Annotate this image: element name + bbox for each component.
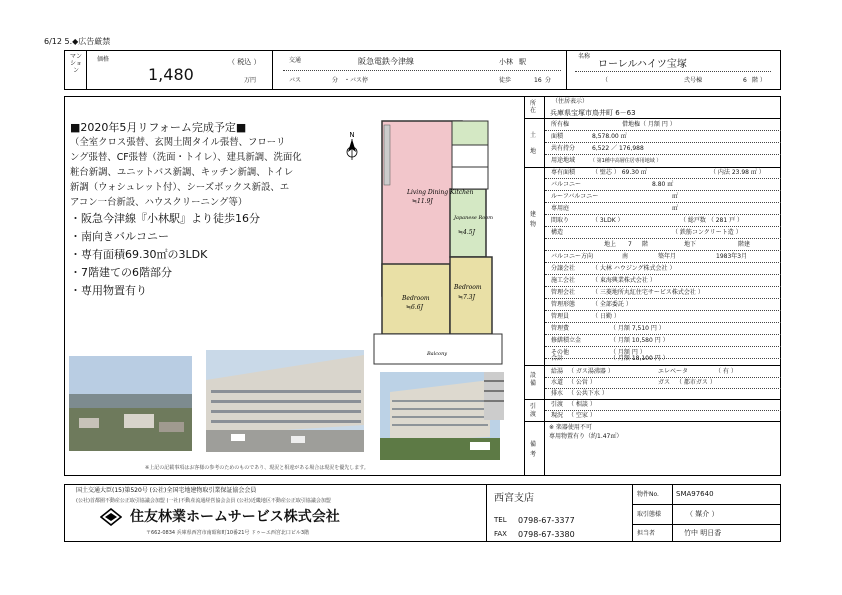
station-suffix: 駅: [519, 58, 526, 66]
balcony-value: 8.80 ㎡: [652, 181, 674, 188]
private-value: ㎡: [672, 205, 679, 212]
facility-label: 設備: [530, 372, 537, 387]
handover-value: （ 相談 ）: [568, 401, 596, 408]
building-floor-unit: 階 ）: [752, 77, 766, 84]
staff-name-label: 担当者: [637, 530, 656, 537]
floors-below-label: 地下: [684, 241, 697, 248]
bus-label: バス: [289, 77, 302, 84]
built-label: 築年月: [658, 253, 677, 260]
deal-type-label: 取引態様: [637, 511, 662, 518]
share-value: 6,522 ／ 176,988: [592, 145, 644, 152]
photo-view: [69, 356, 192, 451]
roof-value: ㎡: [672, 193, 679, 200]
other-fee-label: その他: [551, 349, 570, 356]
disclaimer: ※上記の記載事項はお客様の参考のためのものであり、現況と相違がある場合は現況を優先します。: [145, 465, 369, 471]
drain-label: 排水: [551, 390, 564, 397]
building-floor: 6: [743, 77, 747, 84]
structure-value: （ 鉄筋コンクリート造 ）: [672, 229, 742, 236]
seller-label: 分譲会社: [551, 265, 576, 272]
features-line: アコン一台新設、ハウスクリーニング等）: [70, 197, 248, 208]
features-title: ■2020年5月リフォーム完成予定■: [70, 121, 247, 134]
photo-parking: [206, 350, 364, 452]
staff-name: 竹中 明日香: [684, 529, 722, 537]
total-fee-label: 合計: [551, 355, 564, 362]
branch-name: 西宮支店: [494, 493, 534, 504]
floors-unit: 階: [642, 241, 649, 248]
exclusive-value: （ 壁芯 ） 69.30 ㎡: [592, 169, 647, 176]
location-label: 所在: [530, 100, 537, 114]
traffic-label: 交通: [289, 57, 302, 64]
tel-label: TEL: [494, 516, 507, 524]
features-line: （全室クロス張替、玄関土間タイル張替、フローリ: [70, 137, 286, 148]
area-label: 面積: [551, 133, 564, 140]
ownership-value: 借地権（ 月額 円 ）: [622, 121, 676, 128]
property-name: ローレルハイツ宝塚: [598, 59, 687, 70]
repair-label: 修繕積立金: [551, 337, 582, 344]
repair-value: （ 月額 10,580 円 ）: [610, 337, 669, 344]
structure-label: 構造: [551, 229, 564, 236]
bullet-item: ・南向きバルコニー: [70, 230, 169, 243]
hotwater-label: 給湯: [551, 368, 564, 375]
fax-label: FAX: [494, 530, 507, 538]
ownership-label: 所有権: [551, 121, 570, 128]
mgmt-type-label: 管理形態: [551, 301, 576, 308]
property-no-label: 物件No.: [637, 491, 659, 498]
total-units: （ 総戸数 （ 281 戸 ）: [680, 217, 743, 224]
name-label: 名称: [578, 53, 591, 60]
deal-type: （ 媒介 ）: [686, 510, 719, 518]
address: 兵庫県宝塚市鳥井町 6－63: [550, 109, 636, 117]
bullet-item: ・専用物置有り: [70, 284, 147, 297]
bullet-item: ・7階建ての6階部分: [70, 266, 172, 279]
price-label: 価格: [97, 56, 110, 63]
fee-label: 管理費: [551, 325, 570, 332]
photo-building-side: [484, 372, 504, 420]
features-line: 粧台新調、ユニットバス新調、キッチン新調、トイレ: [70, 167, 294, 178]
price-value: 1,480: [148, 65, 194, 84]
license-text: 国土交通大臣(15)第520号 (公社)全国宅地建物取引業保証協会会員: [76, 487, 257, 494]
zoning-value: （ 第1種中高層住居専用地域 ）: [590, 158, 662, 164]
layout-label: 間取り: [551, 217, 570, 224]
balcony-label: Balcony: [427, 351, 448, 357]
inner-area: （ 内法 23.98 ㎡ ）: [710, 169, 765, 176]
fee-value: （ 月額 7,510 円 ）: [610, 325, 665, 332]
staff-label: 管理員: [551, 313, 570, 320]
water-value: （ 公営 ）: [568, 379, 596, 386]
deal-label: 引渡: [530, 403, 537, 418]
direction-value: 南: [622, 253, 629, 260]
ldk-size: ≒11.9J: [412, 198, 433, 205]
company-address: 〒662-0834 兵庫県西宮市南昭和町10番21号 ドゥーエ西宮北口ビル3階: [146, 530, 310, 536]
fax-number: 0798-67-3380: [518, 530, 575, 539]
total-fee-value: （ 月額 18,100 円 ）: [610, 355, 669, 362]
jp-room-label: Japanese Room: [454, 215, 493, 221]
private-label: 専用庭: [551, 205, 570, 212]
built-value: 1983年3月: [716, 253, 748, 260]
company-logo: [100, 508, 122, 526]
association-text: (公社)首都圏不動産公正取引協議会加盟 (一社)不動産流通経営協会会員 (公社)近畿地区不動産公正取引協議会加盟: [76, 498, 331, 504]
water-label: 水道: [551, 379, 564, 386]
manager-label: 管理会社: [551, 289, 576, 296]
company-name: 住友林業ホームサービス株式会社: [130, 509, 340, 525]
building-label: 建物: [530, 211, 537, 228]
bedroom2-size: ≒7.3J: [458, 294, 475, 301]
building-no: 弐号棟: [684, 77, 703, 84]
status-label: 現況: [551, 412, 564, 419]
remarks-line: ※ 楽器使用不可: [549, 424, 592, 431]
floor-plan: [372, 119, 524, 369]
area-value: 8,578.00 ㎡: [592, 133, 627, 140]
layout-value: （ 3LDK ）: [592, 217, 624, 224]
category-label: マンション: [69, 53, 82, 74]
land-label: 土地: [530, 132, 537, 155]
gas-label: ガス: [658, 379, 671, 386]
zoning-label: 用途地域: [551, 157, 576, 164]
ldk-label: Living Dining Kitchen: [407, 189, 474, 196]
bullet-item: ・阪急今津線『小林駅』より徒歩16分: [70, 212, 260, 225]
north-label: N: [349, 131, 355, 139]
building-open: （: [602, 77, 609, 84]
balcony-label: バルコニー: [551, 181, 582, 188]
elevator-value: （ 有 ）: [715, 368, 737, 375]
floors-below-unit: 階建: [738, 241, 751, 248]
bedroom2-label: Bedroom: [454, 284, 482, 291]
builder-value: （ 東海興業株式会社 ）: [592, 277, 656, 284]
mgmt-type-value: （ 全部委託 ）: [592, 301, 632, 308]
north-compass: [344, 130, 360, 162]
bullet-item: ・専有面積69.30㎡の3LDK: [70, 248, 208, 261]
drain-value: （ 公共下水 ）: [568, 390, 608, 397]
builder-label: 施工会社: [551, 277, 576, 284]
staff-value: （ 日勤 ）: [592, 313, 620, 320]
station-name: 小林: [499, 58, 513, 66]
status-value: （ 空家 ）: [568, 412, 596, 419]
walk-minutes: 16: [534, 77, 542, 84]
floors-above-value: 7: [628, 241, 632, 248]
bedroom1-label: Bedroom: [402, 295, 430, 302]
seller-value: （ 大林 ハウジング株式会社 ）: [592, 265, 676, 272]
tel-number: 0798-67-3377: [518, 516, 575, 525]
remarks-line: 専用物置有り（約1.47㎡）: [549, 433, 623, 440]
features-line: ング張替、CF張替（洗面・トイレ）、建具新調、洗面化: [70, 152, 302, 163]
roof-label: ルーフバルコニー: [551, 193, 599, 200]
photo-building: [380, 372, 500, 460]
exclusive-label: 専有面積: [551, 169, 576, 176]
walk-label: 徒歩: [499, 77, 512, 84]
share-label: 共有持分: [551, 145, 576, 152]
direction-label: バルコニー方向: [551, 253, 594, 260]
walk-unit: 分: [545, 77, 552, 84]
remarks-label: 備考: [530, 441, 537, 458]
manager-value: （ 三菱地所丸紅住宅サービス株式会社 ）: [592, 289, 704, 296]
floors-above-label: 地上: [604, 241, 617, 248]
address-note: （住居表示）: [552, 98, 589, 105]
bus-stop: ・バス停: [344, 77, 369, 84]
features-line: 新調（ウォシュレット付）、シーズボックス新設、エ: [70, 182, 290, 193]
gas-value: （ 都市ガス ）: [676, 379, 716, 386]
header-note: 6/12 5.◆広告厳禁: [44, 37, 111, 46]
tax-note: （ 税込 ）: [228, 58, 261, 66]
hotwater-value: （ ガス湯沸器 ）: [568, 368, 614, 375]
property-no: SMA97640: [676, 490, 714, 498]
handover-label: 引渡: [551, 401, 564, 408]
elevator-label: エレベータ: [658, 368, 689, 375]
jp-room-size: ≒4.5J: [458, 229, 475, 236]
price-unit: 万円: [244, 77, 257, 84]
line-name: 阪急電鉄今津線: [358, 57, 414, 66]
bus-minutes: 分: [332, 77, 339, 84]
bedroom1-size: ≒6.6J: [406, 304, 423, 311]
other-fee-value: （ 月額 円 ）: [610, 349, 646, 356]
